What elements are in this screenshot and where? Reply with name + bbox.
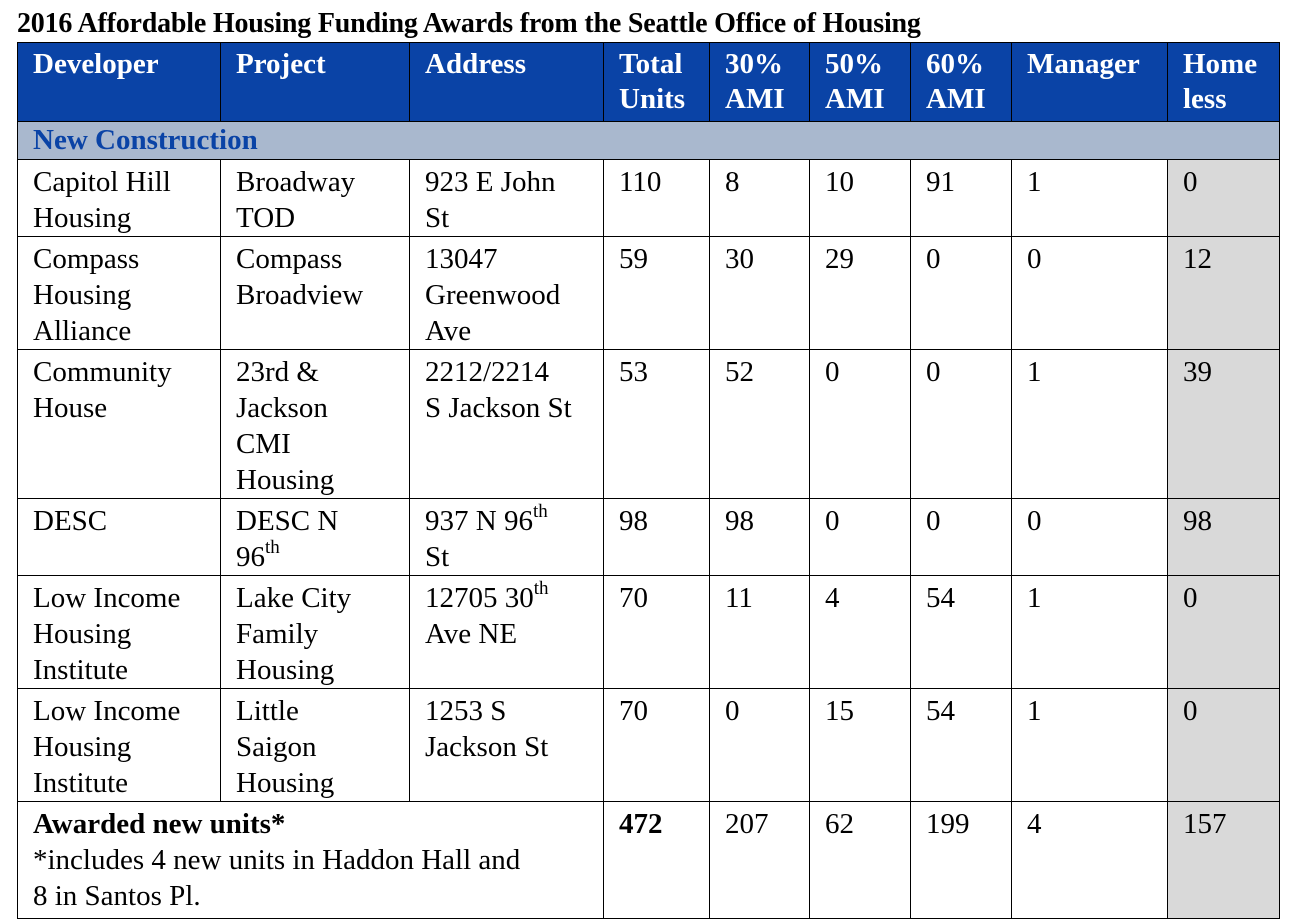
project-cell: Compass Broadview [221,237,410,350]
address-cell: 937 N 96th St [410,499,604,576]
ami50-cell: 15 [810,689,911,802]
homeless-cell: 12 [1168,237,1280,350]
project-cell: Broadway TOD [221,160,410,237]
header-manager: Manager [1012,43,1168,122]
totals-manager: 4 [1012,802,1168,919]
ami60-cell: 54 [911,689,1012,802]
ami50-cell: 10 [810,160,911,237]
table-row [18,576,1280,689]
manager-cell: 0 [1012,499,1168,576]
developer-cell: Community House [18,350,221,499]
address-cell: 1253 S Jackson St [410,689,604,802]
totals-label-cell [18,802,604,919]
developer-cell: DESC [18,499,221,576]
table-row [18,350,1280,499]
header-total-units: Total Units [604,43,710,122]
totals-note-line2: 8 in Santos Pl. [33,880,201,912]
ami50-cell: 0 [810,350,911,499]
manager-cell: 1 [1012,576,1168,689]
address-cell: 2212/2214 S Jackson St [410,350,604,499]
address-cell: 12705 30th Ave NE [410,576,604,689]
ami50-cell: 0 [810,499,911,576]
total-units-cell: 98 [604,499,710,576]
page-title: 2016 Affordable Housing Funding Awards from the Seattle Office of Housing [17,8,921,39]
total-units-cell: 70 [604,576,710,689]
funding-awards-table [17,42,1280,919]
totals-ami30: 207 [710,802,810,919]
ami50-cell: 29 [810,237,911,350]
totals-total-units: 472 [604,802,710,919]
section-label: New Construction [18,122,1280,160]
project-cell: DESC N 96th [221,499,410,576]
header-ami30: 30% AMI [710,43,810,122]
developer-cell: Low Income Housing Institute [18,689,221,802]
manager-cell: 1 [1012,350,1168,499]
table-row [18,499,1280,576]
ami50-cell: 4 [810,576,911,689]
address-cell: 13047 Greenwood Ave [410,237,604,350]
manager-cell: 1 [1012,689,1168,802]
totals-homeless: 157 [1168,802,1280,919]
totals-note-line1: *includes 4 new units in Haddon Hall and [33,844,521,876]
table-row [18,160,1280,237]
ami60-cell: 54 [911,576,1012,689]
ami30-cell: 30 [710,237,810,350]
ami30-cell: 0 [710,689,810,802]
manager-cell: 0 [1012,237,1168,350]
header-ami60: 60% AMI [911,43,1012,122]
homeless-cell: 0 [1168,689,1280,802]
header-row [18,43,1280,122]
ami60-cell: 0 [911,499,1012,576]
project-cell: Lake City Family Housing [221,576,410,689]
developer-cell: Low Income Housing Institute [18,576,221,689]
ami30-cell: 8 [710,160,810,237]
homeless-cell: 98 [1168,499,1280,576]
ami60-cell: 0 [911,237,1012,350]
homeless-cell: 0 [1168,576,1280,689]
totals-ami50: 62 [810,802,911,919]
ami30-cell: 11 [710,576,810,689]
project-cell: Little Saigon Housing [221,689,410,802]
homeless-cell: 0 [1168,160,1280,237]
ami30-cell: 52 [710,350,810,499]
manager-cell: 1 [1012,160,1168,237]
total-units-cell: 59 [604,237,710,350]
totals-row [18,802,1280,919]
table-row [18,689,1280,802]
total-units-cell: 53 [604,350,710,499]
header-developer: Developer [18,43,221,122]
homeless-cell: 39 [1168,350,1280,499]
project-cell: 23rd & Jackson CMI Housing [221,350,410,499]
ami60-cell: 91 [911,160,1012,237]
developer-cell: Compass Housing Alliance [18,237,221,350]
section-row [18,122,1280,160]
totals-label: Awarded new units* [33,808,286,840]
header-homeless: Home less [1168,43,1280,122]
ami60-cell: 0 [911,350,1012,499]
table-row [18,237,1280,350]
ami30-cell: 98 [710,499,810,576]
address-cell: 923 E John St [410,160,604,237]
header-ami50: 50% AMI [810,43,911,122]
header-project: Project [221,43,410,122]
totals-ami60: 199 [911,802,1012,919]
developer-cell: Capitol Hill Housing [18,160,221,237]
total-units-cell: 110 [604,160,710,237]
total-units-cell: 70 [604,689,710,802]
header-address: Address [410,43,604,122]
